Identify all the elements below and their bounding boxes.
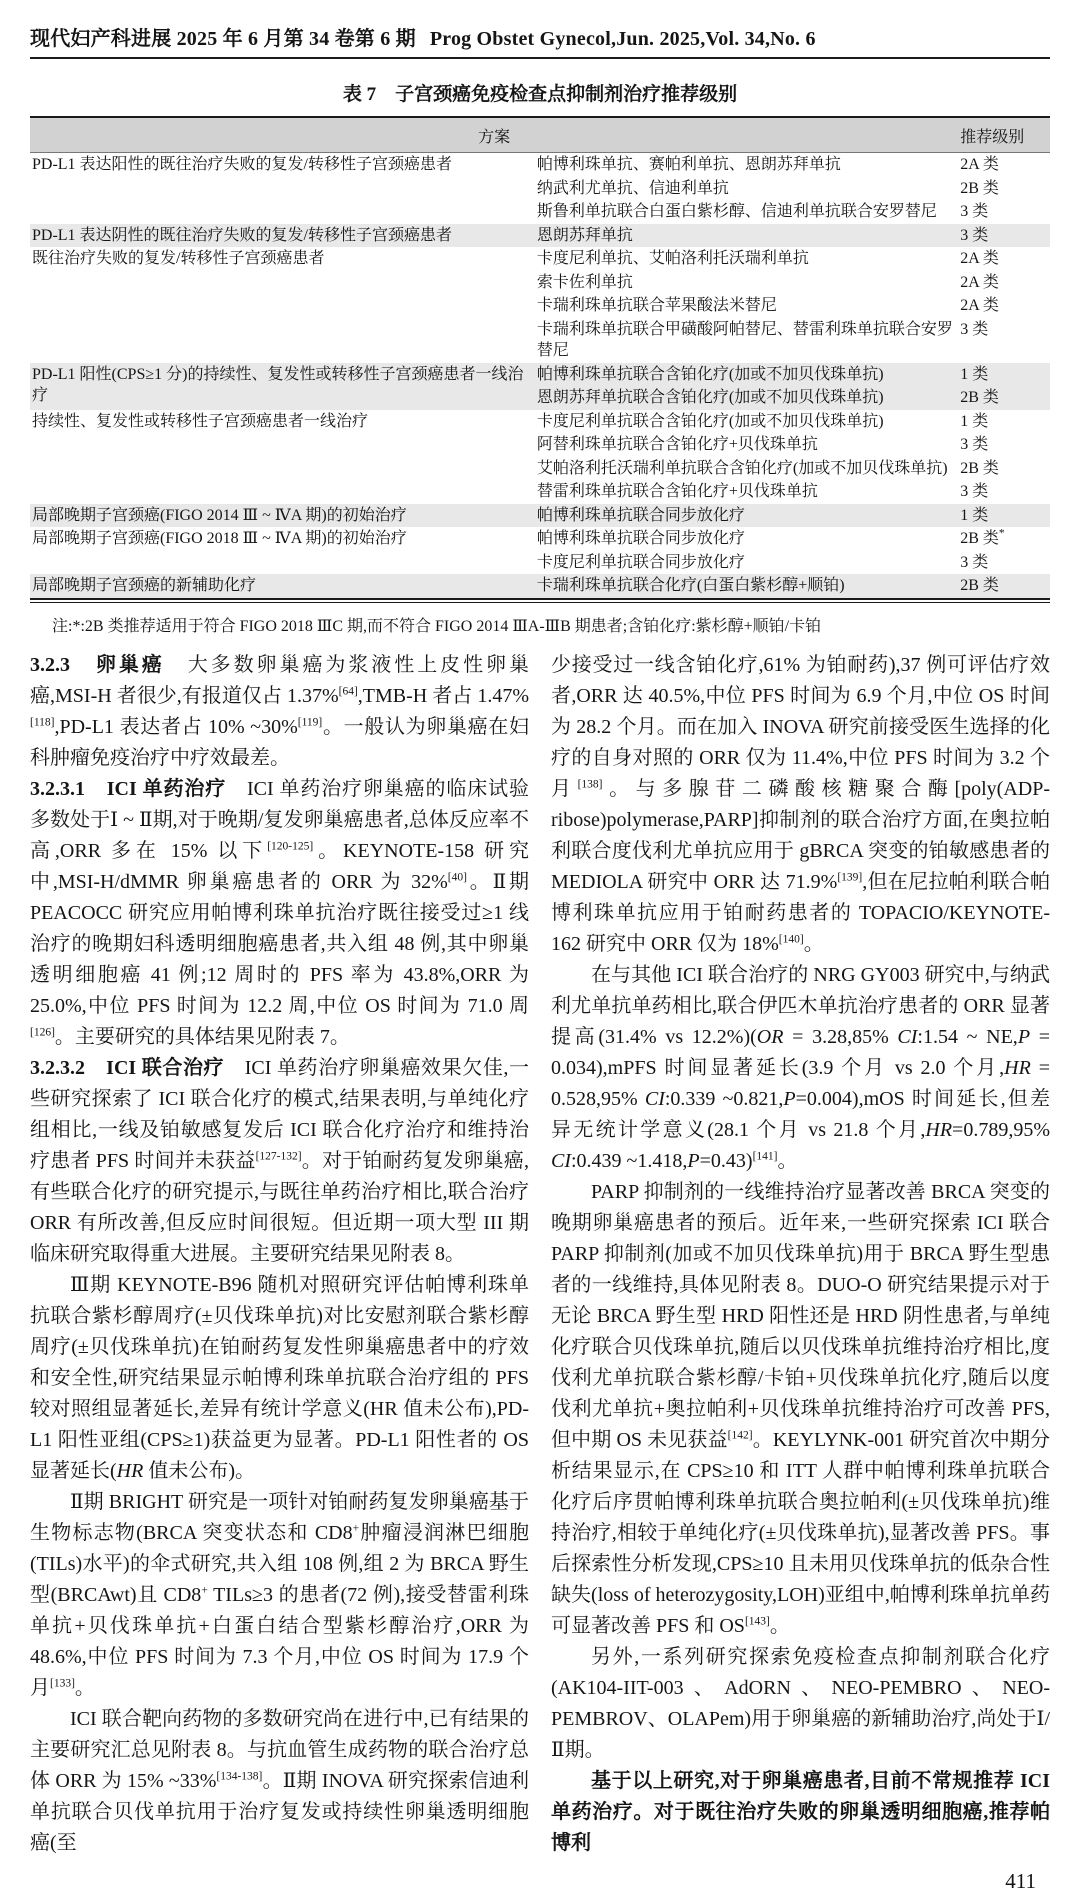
level-cell: 2A 类 xyxy=(960,156,999,173)
reference-superscript: [133] xyxy=(50,1676,75,1689)
table-row xyxy=(30,363,1050,387)
level-cell: 3 类 xyxy=(960,203,989,220)
reference-superscript: [126] xyxy=(30,1025,55,1038)
level-cell: 3 类 xyxy=(960,553,989,571)
paragraph: 3.2.3 卵巢癌 大多数卵巢癌为浆液性上皮性卵巢癌,MSI-H 者很少,有报道仅占 1.37%[64],TMB-H 者占 1.47%[118],PD-L1 表达者占 10% ~30%[119]。一般认为卵巢癌在妇科肿瘤免疫治疗中疗效最差。 xyxy=(30,653,529,769)
level-cell: 3 类 xyxy=(960,483,989,500)
paragraph: ICI 联合靶向药物的多数研究尚在进行中,已有结果的主要研究汇总见附表 8。与抗血管生成药物的联合治疗总体 ORR 为 15% ~33%[134-138]。Ⅱ期 INOVA 研究探索信迪利单抗联合贝伐单抗用于治疗复发或持续性卵巢透明细胞癌(至 xyxy=(30,1707,529,1854)
paragraph: 少接受过一线含铂化疗,61% 为铂耐药),37 例可评估疗效者,ORR 达 40.5%,中位 PFS 时间为 6.9 个月,中位 OS 时间为 28.2 个月。而在加入 INOVA 研究前接受医生选择的化疗的自身对照的 ORR 仅为 11.4%,中位 PFS 时间为 3.2 个月[138]。与多腺苷二磷酸核糖聚合酶[poly(ADP-ribose)polymerase,PARP]抑制剂的联合治疗方面,在奥拉帕利联合度伐利尤单抗应用于 gBRCA 突变的铂敏感患者的 MEDIOLA 研究中 ORR 达 71.9%[139],但在尼拉帕利联合帕博利珠单抗应用于铂耐药患者的 TOPACIO/KEYNOTE-162 研究中 ORR 仅为 18%[140]。 xyxy=(551,653,1051,955)
reference-superscript: [119] xyxy=(297,715,323,728)
italic-term: P xyxy=(1017,1025,1031,1048)
scheme-cell: 帕博利珠单抗联合同步放化疗 xyxy=(535,504,958,528)
reference-superscript: [140] xyxy=(778,932,804,945)
scheme-cell: 卡瑞利珠单抗联合苹果酸法米替尼 xyxy=(536,297,777,314)
population-cell: 局部晚期子宫颈癌的新辅助化疗 xyxy=(30,574,535,599)
reference-superscript: [141] xyxy=(752,1149,778,1162)
section-heading: 3.2.3.1 ICI 单药治疗 xyxy=(30,777,227,800)
level-cell: 1 类 xyxy=(958,504,1050,528)
population-cell: 持续性、复发性或转移性子宫颈癌患者一线治疗 xyxy=(32,412,369,430)
level-cell: 2B 类* xyxy=(960,527,1005,547)
scheme-cell: 卡瑞利珠单抗联合化疗(白蛋白紫杉醇+顺铂) xyxy=(535,574,958,599)
scheme-cell: 恩朗苏拜单抗联合含铂化疗(加或不加贝伐珠单抗) xyxy=(535,386,958,410)
journal-title-cn: 现代妇产科进展 2025 年 6 月第 34 卷第 6 期 xyxy=(30,28,416,50)
scheme-cell: 卡度尼利单抗联合同步放化疗 xyxy=(536,553,745,571)
italic-term: P xyxy=(687,1149,700,1172)
reference-superscript: [142] xyxy=(727,1428,753,1441)
table-header xyxy=(30,117,1050,153)
scheme-cell: 卡度尼利单抗联合含铂化疗(加或不加贝伐珠单抗) xyxy=(536,412,884,430)
scheme-cell: 替雷利珠单抗联合含铂化疗+贝伐珠单抗 xyxy=(536,483,818,500)
article-column-right xyxy=(551,650,1050,1859)
table-row xyxy=(30,153,1050,177)
level-cell: 3 类 xyxy=(960,436,989,453)
paragraph: Ⅱ期 BRIGHT 研究是一项针对铂耐药复发卵巢癌基于生物标志物(BRCA 突变状态和 CD8+肿瘤浸润淋巴细胞(TILs)水平)的伞式研究,共入组 108 例,组 2 为 BRCA 野生型(BRCAwt)且 CD8+ TILs≥3 的患者(72 例),接受替雷利珠单抗+贝伐珠单抗+白蛋白结合型紫杉醇治疗,ORR 为 48.6%,中位 PFS 时间为 7.3 个月,中位 OS 时间为 17.9 个月[133]。 xyxy=(30,1490,530,1699)
paragraph: 在与其他 ICI 联合治疗的 NRG GY003 研究中,与纳武利尤单抗单药相比,联合伊匹木单抗治疗患者的 ORR 显著提高(31.4% vs 12.2%)(OR = 3.28,85% CI:1.54 ~ NE,P = 0.034),mPFS 时间显著延长(3.9 个月 vs 2.0 个月,HR = 0.528,95% CI:0.339 ~0.821,P=0.004),mOS 时间延长,但差异无统计学意义(28.1 个月 vs 21.8 个月,HR=0.789,95% CI:0.439 ~1.418,P=0.43)[141]。 xyxy=(551,963,1050,1172)
paragraph: 3.2.3.2 ICI 联合治疗 ICI 单药治疗卵巢癌效果欠佳,一些研究探索了 ICI 联合化疗的模式,结果表明,与单纯化疗组相比,一线及铂敏感复发后 ICI 联合化疗治疗和维持治疗患者 PFS 时间并未获益[127-132]。对于铂耐药复发卵巢癌,有些联合化疗的研究提示,与既往单药治疗相比,联合治疗 ORR 有所改善,但反应时间很短。但近期一项大型 III 期临床研究取得重大进展。主要研究结果见附表 8。 xyxy=(30,1056,530,1265)
reference-superscript: [120-125] xyxy=(267,839,314,852)
italic-term: CI xyxy=(644,1087,665,1110)
italic-term: P xyxy=(783,1087,796,1110)
reference-superscript: [139] xyxy=(837,870,863,883)
level-cell: 2A 类 xyxy=(960,297,999,314)
level-cell: 3 类 xyxy=(958,224,1050,248)
level-cell: 1 类 xyxy=(960,412,989,430)
population-cell: 既往治疗失败的复发/转移性子宫颈癌患者 xyxy=(32,250,325,267)
reference-superscript: [127-132] xyxy=(255,1149,302,1162)
reference-superscript: [118] xyxy=(30,715,55,728)
scheme-cell: 索卡佐利单抗 xyxy=(536,273,633,291)
scheme-cell: 阿替利珠单抗联合含铂化疗+贝伐珠单抗 xyxy=(536,436,818,453)
population-cell: PD-L1 表达阴性的既往治疗失败的复发/转移性子宫颈癌患者 xyxy=(30,224,535,248)
italic-term: CI xyxy=(897,1025,918,1048)
reference-superscript: [143] xyxy=(744,1614,770,1627)
reference-superscript: [40] xyxy=(447,870,467,883)
scheme-cell: 卡瑞利珠单抗联合甲磺酸阿帕替尼、替雷利珠单抗联合安罗替尼 xyxy=(536,320,953,359)
scheme-cell: 艾帕洛利托沃瑞利单抗联合含铂化疗(加或不加贝伐珠单抗) xyxy=(536,459,948,477)
scheme-cell: 恩朗苏拜单抗 xyxy=(535,224,958,248)
italic-term: HR xyxy=(1004,1056,1031,1079)
table-bottom-rule xyxy=(30,602,1050,603)
level-footnote-marker: * xyxy=(998,527,1005,540)
table-row xyxy=(30,224,1050,248)
paragraph: 基于以上研究,对于卵巢癌患者,目前不常规推荐 ICI 单药治疗。对于既往治疗失败的卵巢透明细胞癌,推荐帕博利 xyxy=(551,1769,1050,1854)
page-number: 411 xyxy=(1005,1868,1036,1893)
scheme-cell: 帕博利珠单抗、赛帕利单抗、恩朗苏拜单抗 xyxy=(536,156,841,173)
population-cell: PD-L1 阳性(CPS≥1 分)的持续性、复发性或转移性子宫颈癌患者一线治疗 xyxy=(30,363,535,410)
reference-superscript: + xyxy=(352,1521,360,1534)
italic-term: OR xyxy=(756,1025,784,1048)
italic-term: CI xyxy=(551,1149,571,1172)
scheme-cell: 帕博利珠单抗联合同步放化疗 xyxy=(536,530,745,547)
journal-title-en: Prog Obstet Gynecol,Jun. 2025,Vol. 34,No. 6 xyxy=(429,28,816,50)
table-row xyxy=(30,247,1050,271)
table-row xyxy=(30,574,1050,599)
column-header-scheme: 方案 xyxy=(30,117,958,153)
paragraph: Ⅲ期 KEYNOTE-B96 随机对照研究评估帕博利珠单抗联合紫杉醇周疗(±贝伐珠单抗)对比安慰剂联合紫杉醇周疗(±贝伐珠单抗)在铂耐药复发性卵巢癌患者中的疗效和安全性,研究结果显示帕博利珠单抗联合治疗组的 PFS 较对照组显著延长,差异有统计学意义(HR 值未公布),PD-L1 阳性亚组(CPS≥1)获益更为显著。PD-L1 阳性者的 OS 显著延长(HR 值未公布)。 xyxy=(30,1273,529,1482)
journal-header xyxy=(30,22,1050,59)
recommendation-table-body xyxy=(30,153,1050,599)
italic-term: HR xyxy=(925,1118,953,1141)
level-cell: 3 类 xyxy=(960,320,989,338)
scheme-cell: 纳武利尤单抗、信迪利单抗 xyxy=(536,179,729,197)
reference-superscript: [138] xyxy=(577,777,603,790)
level-cell: 2B 类 xyxy=(958,574,1050,599)
paragraph: 另外,一系列研究探索免疫检查点抑制剂联合化疗(AK104-IIT-003、AdORN、NEO-PEMBRO、NEO-PEMBROV、OLAPem)用于卵巢癌的新辅助治疗,尚处于Ⅰ/Ⅱ期。 xyxy=(551,1645,1050,1761)
paragraph: PARP 抑制剂的一线维持治疗显著改善 BRCA 突变的晚期卵巢癌患者的预后。近年来,一些研究探索 ICI 联合 PARP 抑制剂(加或不加贝伐珠单抗)用于 BRCA 野生型患者的一线维持,具体见附表 8。DUO-O 研究结果提示对于无论 BRCA 野生型 HRD 阳性还是 HRD 阴性患者,与单纯化疗联合贝伐珠单抗,随后以贝伐珠单抗维持治疗相比,度伐利尤单抗联合紫杉醇/卡铂+贝伐珠单抗化疗,随后以度伐利尤单抗+奥拉帕利+贝伐珠单抗维持治疗可改善 PFS,但中期 OS 未见获益[142]。KEYLYNK-001 研究首次中期分析结果显示,在 CPS≥10 和 ITT 人群中帕博利珠单抗联合化疗后序贯帕博利珠单抗联合奥拉帕利(±贝伐珠单抗)维持治疗,相较于单纯化疗(±贝伐珠单抗),显著改善 PFS。事后探索性分析发现,CPS≥10 且未用贝伐珠单抗的低杂合性缺失(loss of heterozygosity,LOH)亚组中,帕博利珠单抗单药可显著改善 PFS 和 OS[143]。 xyxy=(551,1180,1050,1637)
scheme-cell: 卡度尼利单抗、艾帕洛利托沃瑞利单抗 xyxy=(536,250,809,267)
reference-superscript: [134-138] xyxy=(216,1769,263,1782)
scheme-cell: 斯鲁利单抗联合白蛋白紫杉醇、信迪利单抗联合安罗替尼 xyxy=(536,203,937,220)
article-body xyxy=(30,650,1050,1859)
table-header-row xyxy=(30,117,1050,153)
table-title: 表 7 子宫颈癌免疫检查点抑制剂治疗推荐级别 xyxy=(342,84,738,105)
level-cell: 2A 类 xyxy=(960,273,999,291)
level-cell: 1 类 xyxy=(958,363,1050,387)
table-row xyxy=(30,527,1050,551)
section-heading: 3.2.3 卵巢癌 xyxy=(30,653,165,676)
table-row xyxy=(30,410,1050,434)
scheme-cell: 帕博利珠单抗联合含铂化疗(加或不加贝伐珠单抗) xyxy=(535,363,958,387)
italic-term: HR xyxy=(116,1459,144,1482)
population-cell: PD-L1 表达阳性的既往治疗失败的复发/转移性子宫颈癌患者 xyxy=(32,156,453,173)
reference-superscript: [64] xyxy=(338,684,358,697)
level-cell: 2B 类 xyxy=(960,459,999,477)
population-cell: 局部晚期子宫颈癌(FIGO 2018 Ⅲ ~ ⅣA 期)的初始治疗 xyxy=(32,530,407,547)
section-heading: 3.2.3.2 ICI 联合治疗 xyxy=(30,1056,225,1079)
level-cell: 2B 类 xyxy=(960,179,999,197)
article-column-left xyxy=(30,650,529,1859)
level-cell: 2B 类 xyxy=(958,386,1050,410)
population-cell: 局部晚期子宫颈癌(FIGO 2014 Ⅲ ~ ⅣA 期)的初始治疗 xyxy=(30,504,535,528)
table-row xyxy=(30,504,1050,528)
recommendation-table xyxy=(30,116,1050,600)
paragraph: 3.2.3.1 ICI 单药治疗 ICI 单药治疗卵巢癌的临床试验多数处于Ⅰ ~ Ⅱ期,对于晚期/复发卵巢癌患者,总体反应率不高,ORR 多在 15% 以下[120-125]。KEYNOTE-158 研究中,MSI-H/dMMR 卵巢癌患者的 ORR 为 32%[40]。Ⅱ期 PEACOCC 研究应用帕博利珠单抗治疗既往接受过≥1 线治疗的晚期妇科透明细胞癌患者,共入组 48 例,其中卵巢透明细胞癌 41 例;12 周时的 PFS 率为 43.8%,ORR 为 25.0%,中位 PFS 时间为 12.2 周,中位 OS 时间为 71.0 周[126]。主要研究的具体结果见附表 7。 xyxy=(30,777,530,1048)
table-note: 注:*:2B 类推荐适用于符合 FIGO 2018 ⅢC 期,而不符合 FIGO 2014 ⅢA-ⅢB 期患者;含铂化疗:紫杉醇+顺铂/卡铂 xyxy=(52,617,822,635)
level-cell: 2A 类 xyxy=(960,250,999,267)
reference-superscript: + xyxy=(201,1583,208,1596)
column-header-level: 推荐级别 xyxy=(958,117,1050,153)
